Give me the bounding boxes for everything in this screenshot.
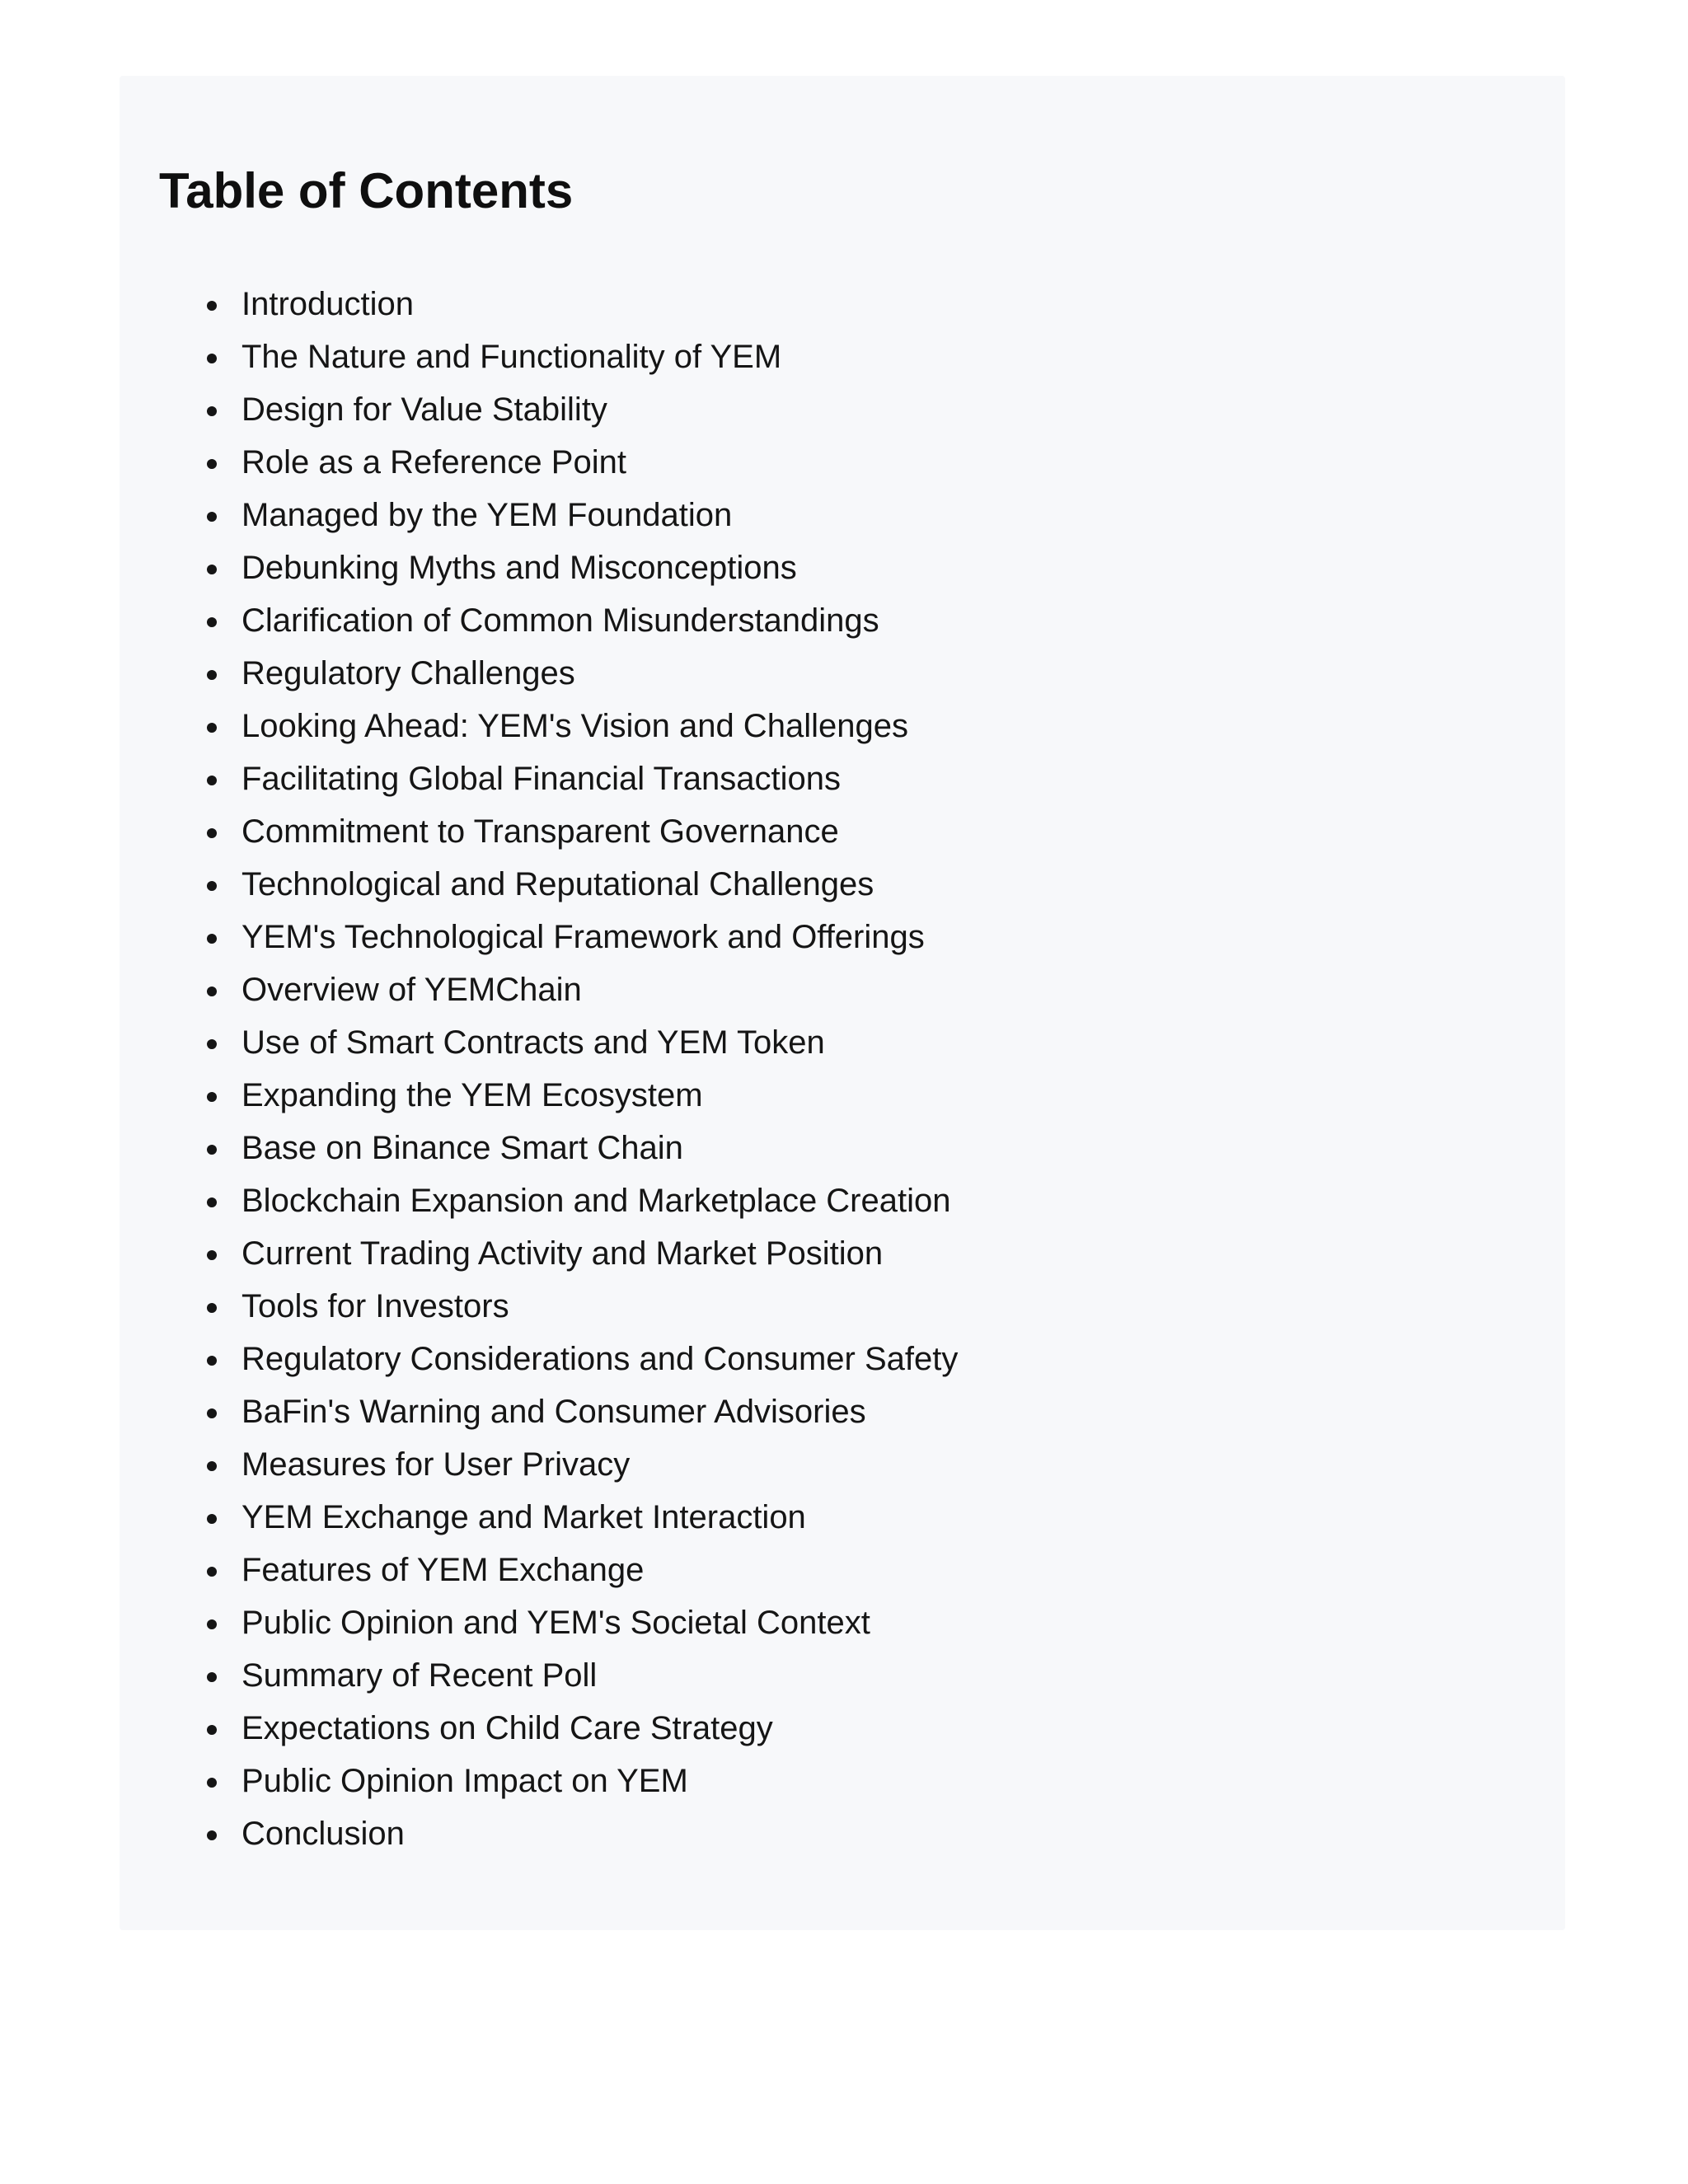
toc-item-label: Looking Ahead: YEM's Vision and Challenges	[241, 708, 908, 744]
toc-item-label: Current Trading Activity and Market Position	[241, 1235, 884, 1272]
toc-item-label: Introduction	[241, 286, 415, 322]
toc-item[interactable]	[241, 1333, 958, 1385]
toc-item[interactable]	[241, 1755, 958, 1807]
toc-item-label: Regulatory Challenges	[241, 655, 575, 691]
toc-item[interactable]	[241, 436, 958, 489]
bullet-icon	[207, 1092, 217, 1102]
toc-item[interactable]	[241, 1016, 958, 1069]
bullet-icon	[207, 1725, 217, 1735]
toc-item-label: Managed by the YEM Foundation	[241, 497, 733, 533]
toc-item[interactable]	[241, 1438, 958, 1491]
toc-item[interactable]	[241, 1807, 958, 1860]
bullet-icon	[207, 723, 217, 733]
bullet-icon	[207, 881, 217, 891]
bullet-icon	[207, 934, 217, 944]
toc-item[interactable]	[241, 489, 958, 541]
toc-item[interactable]	[241, 278, 958, 330]
toc-item[interactable]	[241, 700, 958, 752]
toc-item[interactable]	[241, 963, 958, 1016]
bullet-icon	[207, 1619, 217, 1629]
bullet-icon	[207, 512, 217, 522]
toc-item-label: Base on Binance Smart Chain	[241, 1130, 683, 1166]
toc-item-label: Design for Value Stability	[241, 391, 607, 428]
toc-item[interactable]	[241, 1596, 958, 1649]
bullet-icon	[207, 670, 217, 680]
toc-item-label: Blockchain Expansion and Marketplace Creation	[241, 1183, 951, 1219]
toc-item[interactable]	[241, 541, 958, 594]
toc-item-label: Features of YEM Exchange	[241, 1552, 645, 1588]
toc-item-label: Expanding the YEM Ecosystem	[241, 1077, 703, 1113]
bullet-icon	[207, 565, 217, 574]
toc-item-label: Overview of YEMChain	[241, 972, 582, 1008]
bullet-icon	[207, 354, 217, 363]
toc-list	[241, 278, 958, 1860]
toc-item[interactable]	[241, 383, 958, 436]
toc-item[interactable]	[241, 1491, 958, 1544]
bullet-icon	[207, 1567, 217, 1577]
toc-item[interactable]	[241, 752, 958, 805]
toc-item-label: Tools for Investors	[241, 1288, 509, 1324]
toc-item-label: Commitment to Transparent Governance	[241, 813, 839, 850]
toc-item-label: Measures for User Privacy	[241, 1446, 631, 1483]
bullet-icon	[207, 1461, 217, 1471]
bullet-icon	[207, 1514, 217, 1524]
bullet-icon	[207, 1778, 217, 1788]
toc-item[interactable]	[241, 805, 958, 858]
bullet-icon	[207, 1303, 217, 1313]
bullet-icon	[207, 459, 217, 469]
bullet-icon	[207, 987, 217, 996]
toc-item-label: Role as a Reference Point	[241, 444, 626, 480]
toc-item[interactable]	[241, 1702, 958, 1755]
toc-item[interactable]	[241, 1174, 958, 1227]
toc-title: Table of Contents	[159, 163, 574, 218]
table-of-contents-panel	[120, 76, 1565, 1930]
bullet-icon	[207, 1830, 217, 1840]
toc-item[interactable]	[241, 1544, 958, 1596]
toc-item-label: Regulatory Considerations and Consumer Safety	[241, 1341, 959, 1377]
toc-item-label: Public Opinion Impact on YEM	[241, 1763, 688, 1799]
toc-item[interactable]	[241, 858, 958, 911]
bullet-icon	[207, 301, 217, 311]
bullet-icon	[207, 1250, 217, 1260]
toc-item[interactable]	[241, 911, 958, 963]
toc-item-label: Technological and Reputational Challenges	[241, 866, 874, 902]
toc-item-label: Use of Smart Contracts and YEM Token	[241, 1024, 825, 1061]
toc-item[interactable]	[241, 1069, 958, 1122]
toc-item[interactable]	[241, 594, 958, 647]
bullet-icon	[207, 1356, 217, 1366]
bullet-icon	[207, 828, 217, 838]
toc-item-label: BaFin's Warning and Consumer Advisories	[241, 1394, 866, 1430]
toc-item-label: Facilitating Global Financial Transactions	[241, 761, 842, 797]
toc-item[interactable]	[241, 1227, 958, 1280]
bullet-icon	[207, 617, 217, 627]
toc-item[interactable]	[241, 1122, 958, 1174]
bullet-icon	[207, 406, 217, 416]
toc-item[interactable]	[241, 647, 958, 700]
toc-item-label: YEM's Technological Framework and Offerings	[241, 919, 925, 955]
toc-item[interactable]	[241, 1385, 958, 1438]
toc-item-label: Debunking Myths and Misconceptions	[241, 550, 797, 586]
toc-item[interactable]	[241, 1280, 958, 1333]
bullet-icon	[207, 1408, 217, 1418]
toc-item-label: The Nature and Functionality of YEM	[241, 339, 782, 375]
toc-item-label: Summary of Recent Poll	[241, 1657, 598, 1694]
toc-item[interactable]	[241, 330, 958, 383]
bullet-icon	[207, 1197, 217, 1207]
toc-item-label: Expectations on Child Care Strategy	[241, 1710, 773, 1746]
bullet-icon	[207, 776, 217, 785]
toc-item-label: YEM Exchange and Market Interaction	[241, 1499, 806, 1535]
toc-item[interactable]	[241, 1649, 958, 1702]
toc-item-label: Clarification of Common Misunderstandings	[241, 602, 879, 639]
bullet-icon	[207, 1039, 217, 1049]
toc-item-label: Conclusion	[241, 1816, 405, 1852]
toc-item-label: Public Opinion and YEM's Societal Context	[241, 1605, 870, 1641]
bullet-icon	[207, 1145, 217, 1155]
bullet-icon	[207, 1672, 217, 1682]
